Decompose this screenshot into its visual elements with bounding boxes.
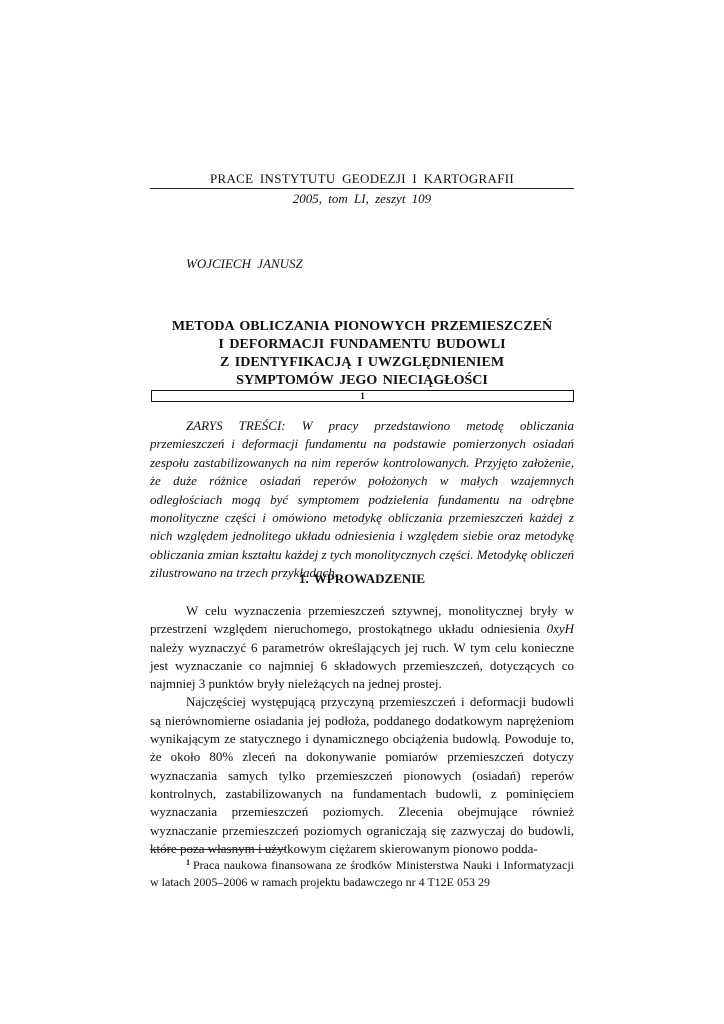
section-heading: 1. WPROWADZENIE — [298, 571, 425, 586]
body-text — [150, 602, 574, 858]
author-name: WOJCIECH JANUSZ — [186, 256, 303, 271]
paper-title — [150, 318, 574, 402]
title-line-last — [150, 372, 574, 402]
paragraph-1 — [150, 602, 574, 693]
coordinate-system-symbol: 0xyH — [546, 621, 574, 637]
title-line: METODA OBLICZANIA PIONOWYCH PRZEMIESZCZEŃ — [171, 319, 553, 334]
footnote-marker: 1 — [186, 858, 190, 867]
title-line: Z IDENTYFIKACJĄ I UWZGLĘDNIENIEM — [219, 355, 505, 370]
header-rule — [150, 188, 574, 189]
title-footnote-marker[interactable]: 1 — [151, 390, 574, 402]
footnote — [150, 854, 574, 891]
journal-title: PRACE INSTYTUTU GEODEZJI I KARTOGRAFII — [209, 171, 515, 186]
paragraph-2: Najczęściej występującą przyczyną przemieszczeń i deformacji budowli są nierównomierne osiadania jej podłoża, poddanego dodatkowym naprężeniom wynikającym ze statycznego i dynamicznego obciążenia budowlą. Powoduje to, że około 80% zleceń na dokonywanie pomiarów przemieszczeń dotyczy wyznaczania samych tylko przemieszczeń pionowych (osiadań) reperów kontrolnych, zastabilizowanych na fundamentach budowli, z pominięciem wyznaczania przemieszczeń poziomych. Zlecenia obejmujące również wyznaczanie przemieszczeń poziomych ograniczają się zazwyczaj do budowli, które poza własnym i użytkowym ciężarem skierowanym pionowo podda- — [150, 694, 574, 856]
title-line-text: SYMPTOMÓW JEGO NIECIĄGŁOŚCI — [236, 373, 488, 388]
footnote-text: Praca naukowa finansowana ze środków Ministerstwa Nauki i Informatyzacji w latach 2005–2006 w ramach projektu badawczego nr 4 T12E 053 29 — [150, 858, 574, 889]
paragraph-1-end: należy wyznaczyć 6 parametrów określających jej ruch. W tym celu konieczne jest wyznaczanie co najmniej 6 składowych przemieszczeń, dotyczących co najmniej 3 punktów bryły nieleżących na jednej prostej. — [150, 639, 574, 692]
footnote-rule — [150, 849, 286, 850]
abstract: ZARYS TREŚCI: W pracy przedstawiono metodę obliczania przemieszczeń i deformacji fundamentu na podstawie pomierzonych osiadań zespołu zastabilizowanych na nim reperów kontrolowanych. Przyjęto założenie, że duże różnice osiadań reperów położonych w małych wzajemnych odległościach mogą być symptomem podzielenia fundamentu na odrębne monolityczne części i omówiono metodykę obliczania przemieszczeń każdej z nich względem jednolitego układu odniesienia i względem siebie oraz metodykę obliczania zmian kształtu każdej z tych monolitycznych części. Metodykę obliczeń zilustrowano na trzech przykładach. — [150, 418, 574, 581]
title-line: I DEFORMACJI FUNDAMENTU BUDOWLI — [218, 337, 506, 352]
paragraph-1-start: W celu wyznaczenia przemieszczeń sztywnej, monolitycznej bryły w przestrzeni względem nieruchomego, prostokątnego układu odniesienia — [150, 603, 574, 637]
journal-issue: 2005, tom LI, zeszyt 109 — [292, 191, 432, 206]
